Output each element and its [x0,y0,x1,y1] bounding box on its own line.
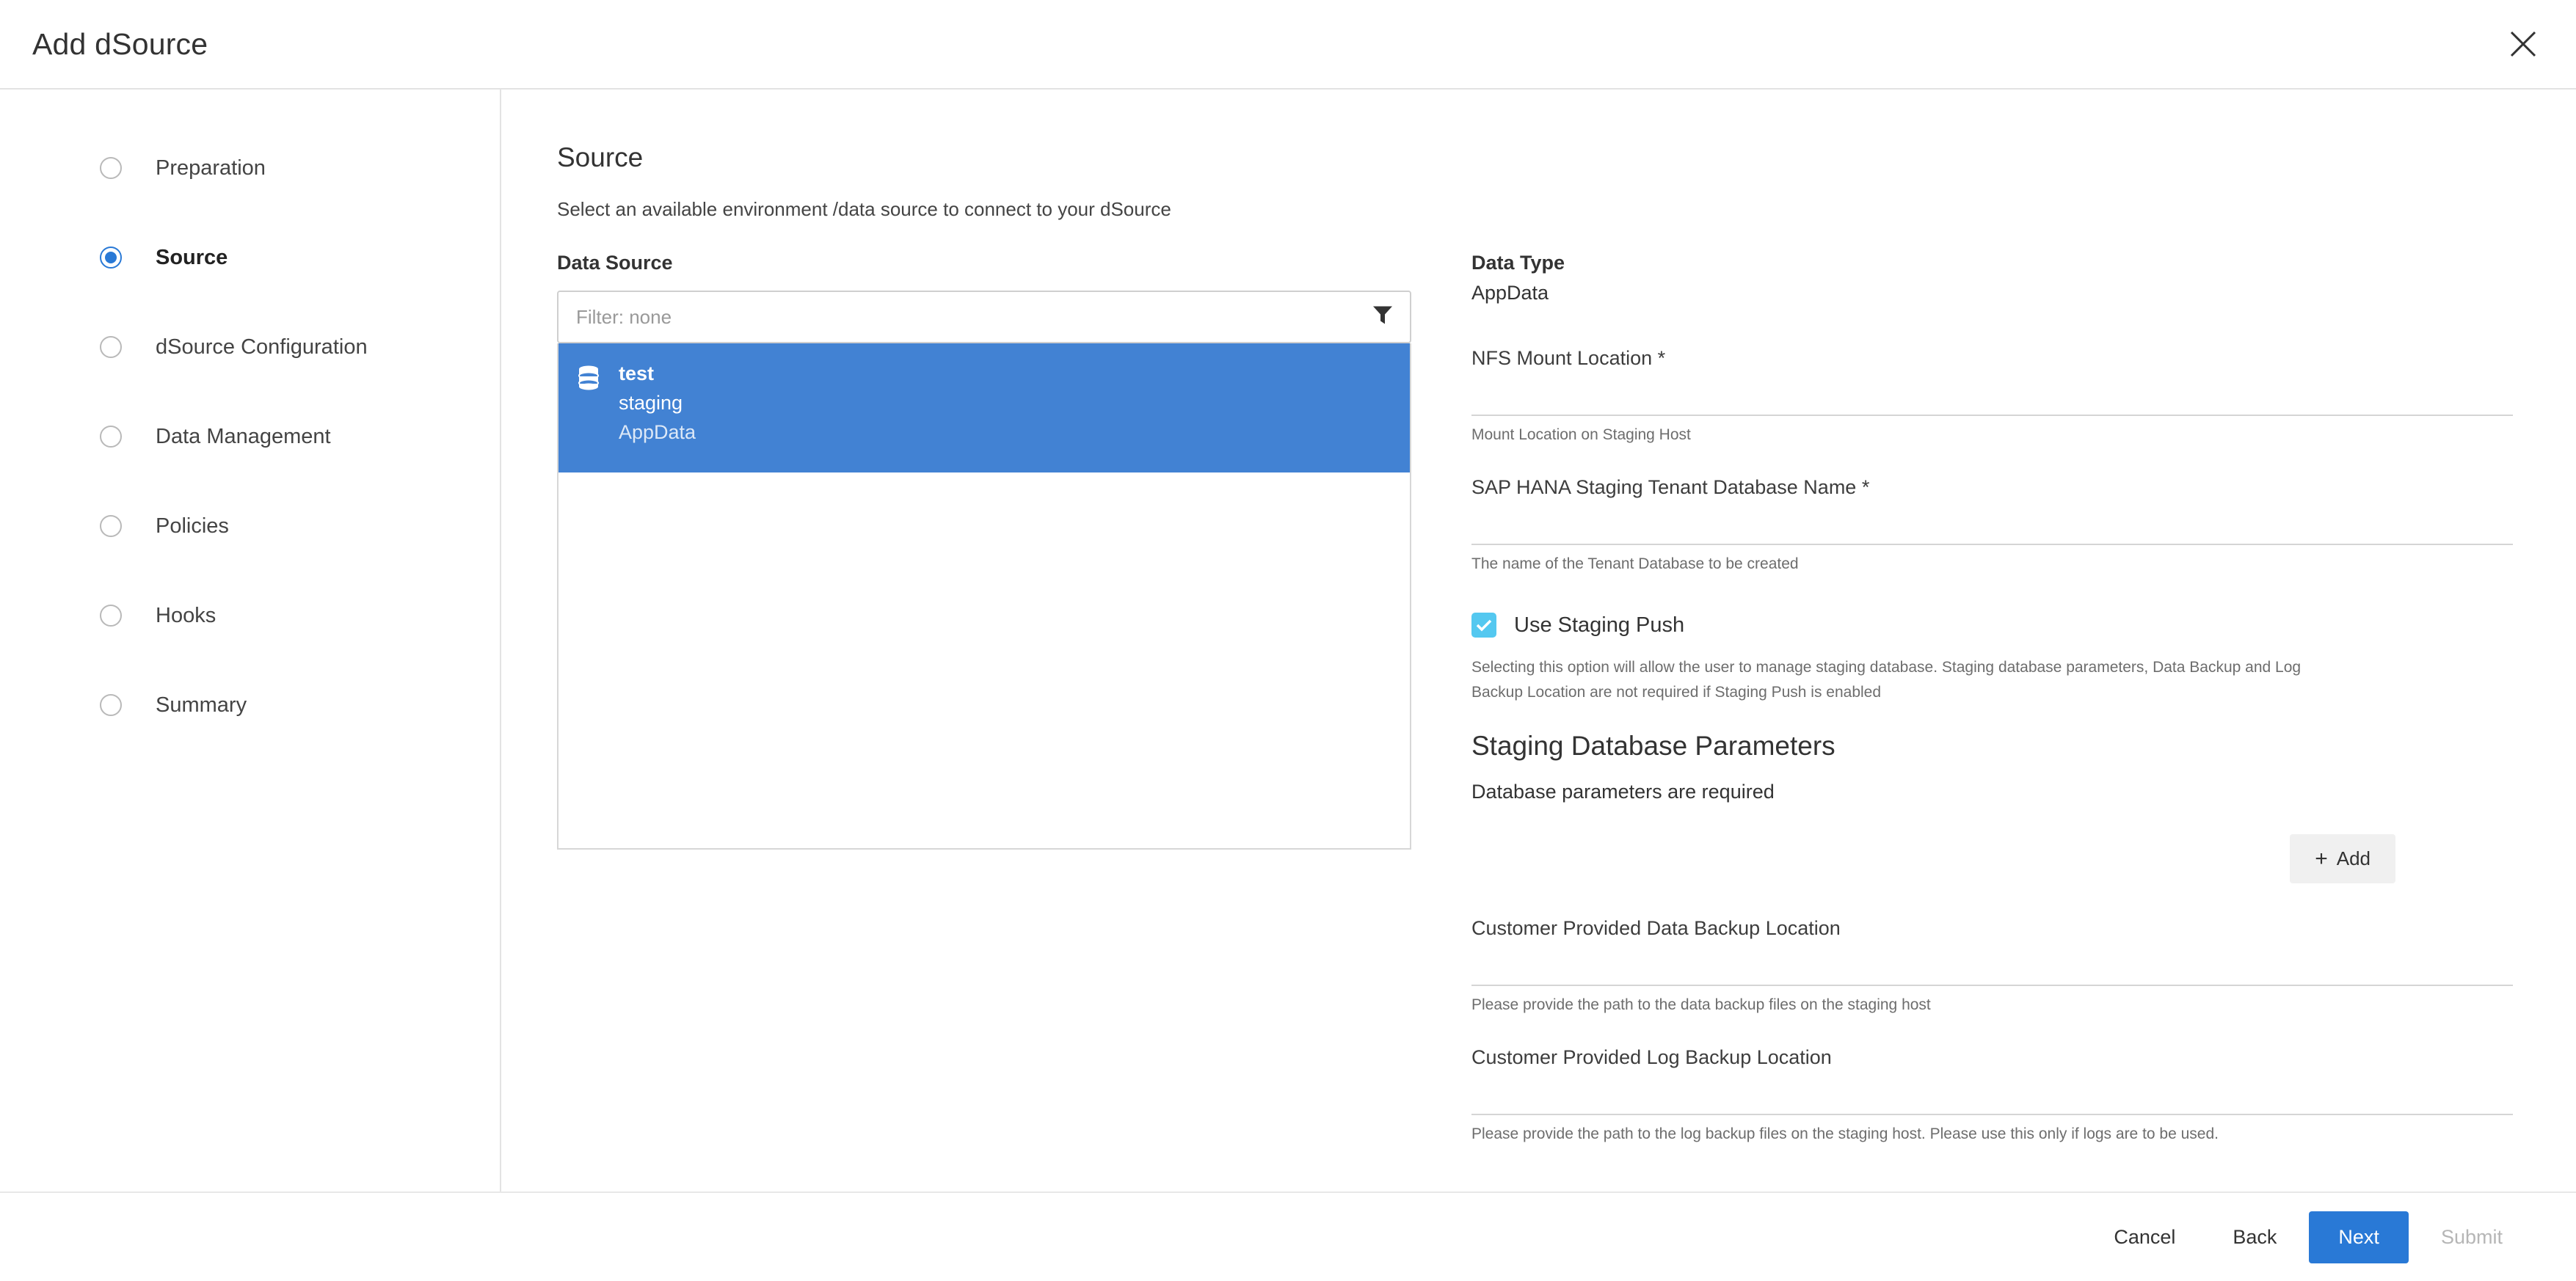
use-staging-push-row[interactable] [1471,613,2513,638]
list-item-environment: staging [619,391,683,414]
sidebar-item-summary[interactable] [0,684,500,726]
data-backup-location-label: Customer Provided Data Backup Location [1471,917,1841,940]
data-backup-location-help: Please provide the path to the data backup files on the staging host [1471,996,1931,1014]
step-dot-icon [100,247,122,269]
staging-parameters-subheading: Database parameters are required [1471,781,1775,803]
tenant-database-name-help: The name of the Tenant Database to be created [1471,555,1799,572]
dialog-footer [0,1191,2576,1281]
database-icon [578,360,603,453]
add-parameter-label: Add [2336,847,2371,870]
tenant-database-name-input[interactable] [1471,514,2513,545]
log-backup-location-help: Please provide the path to the log backup files on the staging host. Please use this only if logs are to be used. [1471,1125,2219,1143]
list-item-type: AppData [619,420,696,443]
page-title: Add dSource [32,26,208,61]
data-source-label: Data Source [557,252,673,274]
sidebar-item-dsource-configuration[interactable] [0,326,500,368]
plus-icon: + [2315,846,2328,871]
log-backup-location-input[interactable] [1471,1084,2513,1115]
dialog-header [0,0,2576,90]
step-label: Source [156,245,228,269]
list-item-name: test [619,362,655,384]
step-label: Policies [156,514,229,538]
back-button[interactable]: Back [2208,1211,2302,1263]
add-parameter-row [1471,834,2513,883]
step-dot-icon [100,694,122,716]
sidebar-item-policies[interactable] [0,505,500,547]
tenant-database-name-field [1471,476,2513,573]
submit-button: Submit [2416,1211,2528,1263]
log-backup-location-field [1471,1046,2513,1143]
data-backup-location-field [1471,917,2513,1014]
data-source-list[interactable] [557,343,1411,850]
step-label: Data Management [156,424,331,448]
nfs-mount-location-label: NFS Mount Location * [1471,347,1666,369]
step-dot-icon [100,157,122,179]
data-backup-location-input[interactable] [1471,955,2513,986]
close-icon[interactable] [2501,22,2545,66]
nfs-mount-location-field [1471,347,2513,444]
add-parameter-button[interactable] [2290,834,2395,883]
filter-box[interactable] [557,291,1411,343]
tenant-database-name-label: SAP HANA Staging Tenant Database Name * [1471,476,1870,498]
list-item[interactable] [559,343,1410,472]
sidebar-item-data-management[interactable] [0,415,500,458]
filter-input[interactable] [575,305,1394,329]
data-type-value: AppData [1471,282,1549,304]
cancel-button[interactable]: Cancel [2089,1211,2200,1263]
step-label: Summary [156,693,247,717]
next-button[interactable]: Next [2309,1211,2409,1263]
staging-parameters-heading: Staging Database Parameters [1471,731,1835,762]
sidebar-item-preparation[interactable] [0,147,500,189]
sidebar-item-source[interactable] [0,236,500,279]
step-dot-icon [100,426,122,448]
step-label: Preparation [156,156,266,180]
nfs-mount-location-input[interactable] [1471,384,2513,416]
content-pane [501,90,2576,1191]
sidebar-item-hooks[interactable] [0,594,500,637]
use-staging-push-help: Selecting this option will allow the user to manage staging database. Staging database parameters, Data Backup and Log Backup Location are not required if Staging Push is enabled [1471,659,2302,701]
step-dot-icon [100,336,122,358]
data-source-column [557,252,1423,1175]
step-label: dSource Configuration [156,335,368,359]
use-staging-push-label: Use Staging Push [1514,613,1685,637]
dialog-body [0,90,2576,1191]
section-title: Source [557,142,644,172]
step-dot-icon [100,515,122,537]
section-subtitle: Select an available environment /data source to connect to your dSource [557,198,1171,220]
nfs-mount-location-help: Mount Location on Staging Host [1471,426,1691,443]
filter-icon[interactable] [1373,307,1392,328]
step-label: Hooks [156,603,217,627]
step-dot-icon [100,605,122,627]
form-column [1454,252,2513,1175]
use-staging-push-checkbox[interactable] [1471,613,1496,638]
wizard-steps [0,90,501,1191]
data-type-label: Data Type [1471,252,1565,274]
log-backup-location-label: Customer Provided Log Backup Location [1471,1046,1832,1069]
